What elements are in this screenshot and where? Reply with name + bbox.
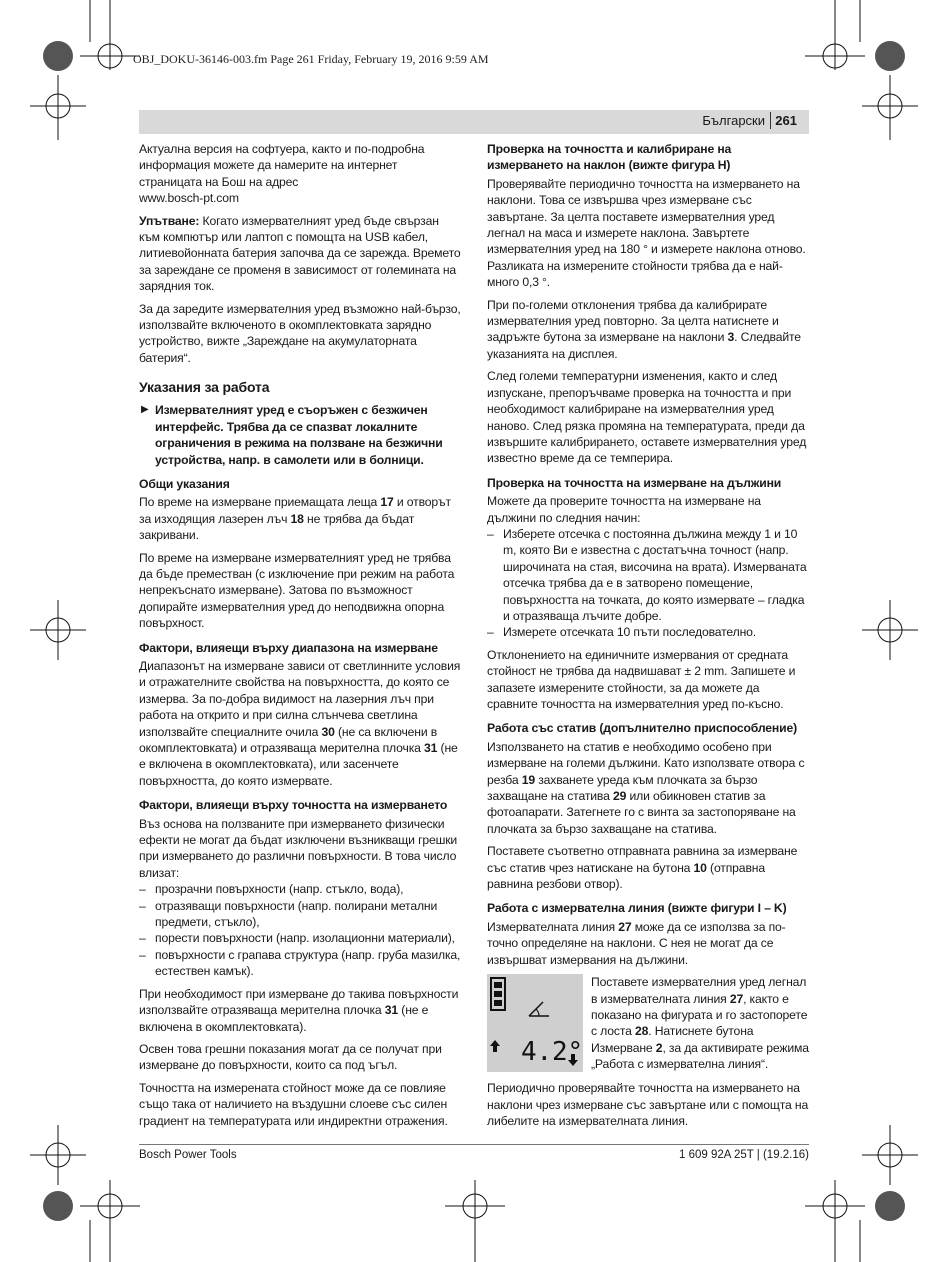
paragraph: Освен това грешни показания могат да се получат при измерване до повърхности, които са под ъгъл. (139, 1041, 442, 1073)
measuring-rail-figure (487, 974, 809, 1078)
right-column (487, 141, 809, 1135)
page-number: 261 (775, 113, 797, 128)
page-language: Български (702, 113, 765, 128)
subsection-heading: Общи указания (139, 476, 230, 491)
paragraph: Периодично проверявайте точността на измерването на наклони чрез измерване със завъртане или с помощта на либелите на измервателната линия. (487, 1081, 809, 1128)
warning-note: ▶ Измервателният уред е съоръжен с безжичен интерфейс. Трябва да се спазват локалните ограничения в режима на ползване на безжични устройства, напр. в самолети или в болници. (141, 403, 443, 467)
paragraph: След големи температурни изменения, както и след изпускане, препоръчваме проверка на точността и при необходимост калибриране на измервателния уред наново. След рязка промяна на температурата, преди да извършите калибрирането, оставете измервателния уред известно време да се темперира. (487, 369, 807, 466)
paragraph: По време на измерване измервателният уред не трябва да бъде преместван (с изключение при режим на работа непрекъснато измерване). Затова по възможност допирайте измервателния уред до неподвижна опорна повърхност. (139, 550, 455, 631)
footer-brand: Bosch Power Tools (139, 1149, 237, 1161)
paragraph: Отклонението на единичните измервания от средната стойност не трябва да надвишават ± 2 mm. Запишете и запазете измерените стойности, за да можете да сравните точността на измервателния уред по-късно. (487, 647, 796, 711)
paragraph: Диапазонът на измерване зависи от светлинните условия и отражателните свойства на повърхността, до която се измерва. За по-добра видимост на лазерния лъч при работа на открито и при силна слънчева светлина използвайте специалните очила 30 (не са включени в окомплектовката) и отразяваща мерителна плочка 31 (не е включена в окомплектовката), или засенчете повърхността, до която измервате. (139, 658, 461, 788)
left-column (139, 141, 461, 1135)
paragraph: Актуална версия на софтуера, както и по-подробна информация можете да намерите на интернет страницата на Бош на адрес www.bosch-pt.com (139, 142, 425, 206)
subsection-heading: Фактори, влияещи върху точността на измерването (139, 798, 448, 813)
device-display-image (487, 974, 583, 1072)
list-item: – прозрачни повърхности (напр. стъкло, вода), (139, 881, 461, 897)
paragraph: Измервателната линия 27 може да се използва за по-точно определяне на наклони. С нея не могат да се извършват измервания на дължини. (487, 919, 786, 967)
subsection-heading: Работа със статив (допълнително приспособление) (487, 721, 798, 736)
inclination-display-icon (487, 974, 583, 1072)
list-item: – повърхности с грапава структура (напр. груба мазилка, естествен камък). (139, 947, 461, 980)
page-header-separator (770, 112, 771, 129)
list-item: – порести повърхности (напр. изолационни материали), (139, 930, 461, 946)
paragraph: Поставете съответно отправната равнина за измерване със статив чрез натискане на бутона 10 (отправна равнина резбови отвор). (487, 844, 798, 892)
footer-doc-code: 1 609 92A 25T | (19.2.16) (678, 1149, 809, 1161)
triangle-bullet-icon: ▶ (141, 404, 149, 416)
surface-list (139, 881, 461, 979)
list-item: – Изберете отсечка с постоянна дължина между 1 и 10 m, която Ви е известна с достатъчна точност (напр. широчината на стая, височина на врата). Измерваната отсечка трябва да е в затворено помещение, повърхността на точката, до която измервате – гладка и отразяваща лъчите добре. (487, 526, 809, 624)
subsection-heading: Проверка на точността на измерване на дължини (487, 475, 782, 490)
print-header: OBJ_DOKU-36146-003.fm Page 261 Friday, February 19, 2016 9:59 AM (133, 52, 489, 66)
section-heading: Указания за работа (139, 379, 270, 396)
subsection-heading: Фактори, влияещи върху диапазона на измерване (139, 640, 438, 655)
paragraph: По време на измерване приемащата леща 17 и отворът за изходящия лазерен лъч 18 не трябва да бъдат закривани. (139, 495, 451, 543)
paragraph: Точността на измерената стойност може да се повлияе също така от наличието на въздушни слоеве със силен градиент на температурата или индиректни отражения. (139, 1080, 448, 1128)
paragraph: Въз основа на ползваните при измерването физически ефекти не могат да бъдат изключени възникващи грешки при измерването до различни повърхности. В това число влизат: (139, 816, 458, 880)
length-check-list (487, 526, 809, 641)
paragraph: Упътване: Когато измервателният уред бъде свързан към компютър или лаптоп с помощта на USB кабел, литиевойонната батерия започва да се зарежда. Времето за зареждане се променя в зависимост от големината на зарядния ток. (139, 213, 461, 294)
paragraph: Можете да проверите точността на измерване на дължини по следния начин: (487, 494, 761, 525)
paragraph: За да заредите измервателния уред възможно най-бързо, използвайте включеното в окомплектовката зарядно устройство, вижте „Зареждане на акумулаторната батерия“. (139, 301, 461, 365)
footer-divider (139, 1144, 809, 1145)
subsection-heading: Проверка на точността и калибриране на измерването на наклон (вижте фигура H) (487, 142, 732, 173)
paragraph: Използването на статив е необходимо особено при измерване на големи дължини. Като използвате отвора с резба 19 захванете уреда към плочката за бързо захващане на статива 29 или обикновен статив за фотоапарати. Затегнете го с винта за застопоряване на плочката за бързо захващане на статива. (487, 739, 805, 836)
paragraph: При по-големи отклонения трябва да калибрирате измервателния уред повторно. За целта натиснете и задръжте бутона за измерване на наклони 3. Следвайте указанията на дисплея. (487, 297, 801, 361)
list-item: – Измерете отсечката 10 пъти последователно. (487, 624, 809, 640)
website-link[interactable]: www.bosch-pt.com (139, 191, 239, 206)
list-item: – отразяващи повърхности (напр. полирани метални предмети, стъкло), (139, 898, 461, 931)
subsection-heading: Работа с измервателна линия (вижте фигури I – K) (487, 901, 787, 916)
page-header-band (139, 110, 809, 134)
display-value: 4.2° (521, 1037, 583, 1068)
paragraph: Проверявайте периодично точността на измерването на наклони. Това се извършва чрез измерване със завъртане. За целта поставете измервателния уред легнал на маса и измерете наклона. Завъртете измервателния уред на 180 ° и измерете наклона отново. Разликата на измерените стойности трябва да е най-много 0,3 °. (487, 176, 806, 290)
paragraph: При необходимост при измерване до такива повърхности използвайте отразяваща мерителна плочка 31 (не е включена в окомплектовката). (139, 986, 459, 1034)
figure-caption-text: Поставете измервателния уред легнал в измервателната линия 27, както е показано на фигурата и го застопорете с лоста 28. Натиснете бутона Измерване 2, за да активирате режима „Работа с измервателна линия“. (591, 975, 809, 1072)
